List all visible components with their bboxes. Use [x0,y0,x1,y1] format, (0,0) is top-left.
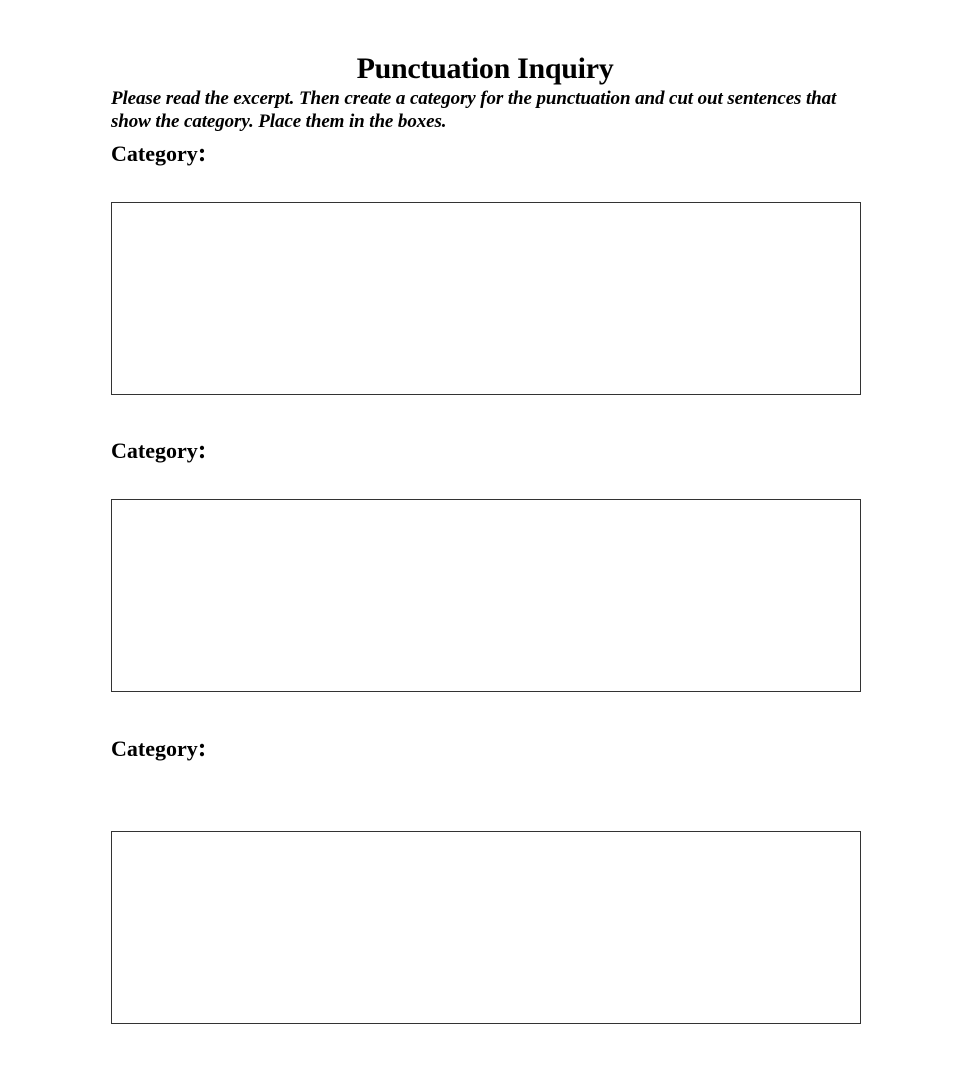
category-label-3 [111,735,206,762]
page-title: Punctuation Inquiry [356,52,614,85]
category-label-text: Category [111,438,198,463]
category-colon: : [197,733,207,762]
category-box-1[interactable] [111,202,861,395]
category-label-text: Category [111,736,198,761]
category-label-text: Category [111,141,198,166]
category-label-2 [111,437,206,464]
category-colon: : [197,435,207,464]
category-box-3[interactable] [111,831,861,1024]
category-colon: : [197,138,207,167]
category-label-1 [111,140,206,167]
category-box-2[interactable] [111,499,861,692]
instructions-text: Please read the excerpt. Then create a category for the punctuation and cut out sentences that show the category. Place them in the boxes. [111,88,837,132]
